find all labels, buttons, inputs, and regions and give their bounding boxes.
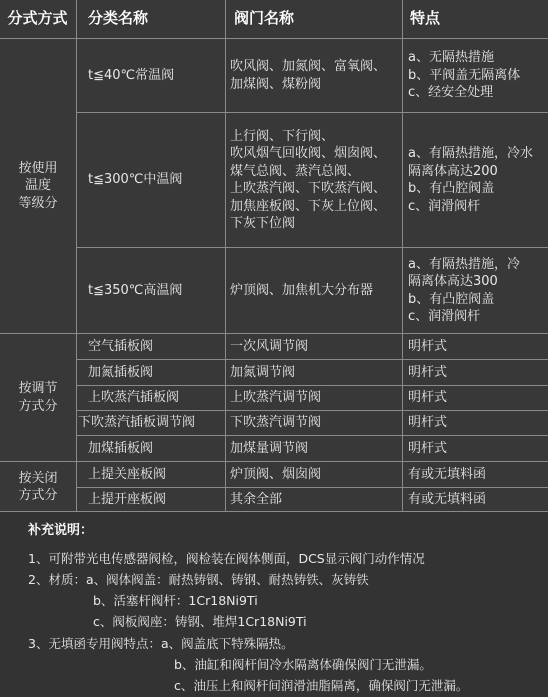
feature-line: b、有凸腔阀盖 — [408, 291, 495, 307]
adjust-row-valve: 加煤量调节阀 — [230, 440, 309, 456]
class-name-normal-temp: t≦40℃常温阀 — [88, 67, 175, 83]
valve-name-line: 吹风阀、加氮阀、富氧阀、 — [230, 59, 387, 74]
valve-name-line: 上吹蒸汽阀、下吹蒸汽阀、 — [230, 181, 387, 196]
feature-line: a、有隔热措施，冷 — [408, 256, 520, 272]
supplementary-notes — [0, 512, 548, 697]
feature-line: c、润滑阀杆 — [408, 309, 481, 324]
temp-group-label-line: 按使用 — [18, 160, 58, 176]
adjust-row-name: 空气插板阀 — [88, 338, 154, 354]
note-line: 1、可附带光电传感器阀检，阀检装在阀体侧面，DCS显示阀门动作情况 — [28, 551, 425, 566]
adjust-row-name: 上吹蒸汽插板阀 — [88, 390, 180, 406]
valve-name-line: 加焦座板阀、下灰上位阀、 — [230, 198, 387, 214]
grid-line — [76, 410, 548, 411]
grid-line — [0, 38, 548, 39]
grid-line — [76, 247, 548, 248]
adjust-row-valve: 下吹蒸汽调节阀 — [230, 415, 322, 431]
adjust-group-label-line: 方式分 — [18, 398, 58, 414]
close-group-label — [0, 462, 76, 512]
valve-names-high-temp — [230, 248, 402, 333]
features-high-temp — [408, 248, 548, 333]
valve-name-line: 吹风烟气回收阀、烟囱阀、 — [230, 146, 387, 161]
valve-name-line: 下灰下位阀 — [230, 216, 296, 231]
adjust-row-valve: 上吹蒸汽调节阀 — [230, 390, 322, 406]
grid-line — [76, 359, 548, 360]
features-medium-temp — [408, 113, 548, 247]
grid-line — [225, 0, 226, 512]
close-group-label-line: 按关闭 — [18, 470, 58, 486]
grid-line — [76, 487, 548, 488]
adjust-row-feature: 明杆式 — [408, 415, 448, 431]
adjust-row-name: 下吹蒸汽插板调节阀 — [78, 415, 196, 431]
grid-line — [76, 112, 548, 113]
close-row-valve: 炉顶阀、烟囱阀 — [230, 466, 322, 482]
feature-line: 隔离体高达300 — [408, 274, 498, 289]
feature-line: a、有隔热措施，冷水 — [408, 146, 533, 161]
notes-title: 补充说明： — [28, 523, 94, 538]
valve-name-line: 煤气总阀、蒸汽总阀、 — [230, 163, 361, 179]
grid-line — [0, 461, 548, 462]
features-normal-temp — [408, 39, 548, 112]
adjust-row-valve: 加氮调节阀 — [230, 364, 296, 380]
valve-name-line: 加煤阀、煤粉阀 — [230, 76, 322, 92]
adjust-group-label — [0, 334, 76, 461]
header-col2: 分类名称 — [88, 9, 149, 28]
grid-line — [0, 333, 548, 334]
adjust-row-feature: 明杆式 — [408, 364, 448, 380]
valve-name-line: 炉顶阀、加焦机大分布器 — [230, 282, 374, 298]
valve-names-normal-temp — [230, 39, 402, 112]
feature-line: 隔离体高达200 — [408, 163, 498, 179]
adjust-row-feature: 明杆式 — [408, 440, 448, 456]
close-row-name: 上提开座板阀 — [88, 492, 167, 508]
note-line: b、活塞杆阀杆：1Cr18Ni9Ti — [93, 593, 258, 608]
valve-name-line: 上行阀、下行阀、 — [230, 128, 335, 144]
close-row-valve: 其余全部 — [230, 492, 283, 508]
note-line: c、阀板阀座：铸钢、堆焊1Cr18Ni9Ti — [93, 614, 307, 629]
grid-line — [76, 0, 77, 512]
temp-group-label-line: 等级分 — [18, 195, 58, 211]
close-row-name: 上提关座板阀 — [88, 466, 167, 482]
header-col3: 阀门名称 — [234, 9, 295, 28]
close-row-feature: 有或无填料函 — [408, 492, 487, 508]
class-name-medium-temp: t≦300℃中温阀 — [88, 172, 183, 188]
header-col1: 分式方式 — [7, 9, 68, 28]
note-line: 2、材质：a、阀体阀盖：耐热铸钢、铸钢、耐热铸铁、灰铸铁 — [28, 572, 369, 587]
temp-group-label-line: 温度 — [24, 178, 51, 194]
grid-line — [76, 385, 548, 386]
valve-names-medium-temp — [230, 113, 402, 247]
feature-line: b、平阀盖无隔离体 — [408, 67, 521, 83]
note-line: b、油缸和阀杆间冷水隔离体确保阀门无泄漏。 — [174, 657, 432, 672]
grid-line — [402, 0, 403, 512]
adjust-row-name: 加煤插板阀 — [88, 440, 154, 456]
class-name-high-temp: t≦350℃高温阀 — [88, 282, 183, 298]
note-line: c、油压上和阀杆间润滑油脂隔离，确保阀门无泄漏。 — [174, 678, 469, 693]
adjust-row-feature: 明杆式 — [408, 338, 448, 354]
header-col4: 特点 — [410, 9, 441, 28]
note-line: 3、无填函专用阀特点：a、阀盖底下特殊隔热。 — [28, 636, 294, 651]
feature-line: c、经安全处理 — [408, 85, 494, 101]
adjust-row-valve: 一次风调节阀 — [230, 338, 309, 354]
grid-line — [76, 435, 548, 436]
close-group-label-line: 方式分 — [18, 488, 58, 503]
adjust-row-name: 加氮插板阀 — [88, 364, 154, 380]
feature-line: b、有凸腔阀盖 — [408, 181, 495, 196]
adjust-group-label-line: 按调节 — [18, 381, 58, 396]
close-row-feature: 有或无填料函 — [408, 466, 487, 482]
temp-group-label — [0, 39, 76, 333]
feature-line: a、无隔热措施 — [408, 50, 494, 66]
adjust-row-feature: 明杆式 — [408, 390, 448, 406]
feature-line: c、润滑阀杆 — [408, 198, 481, 214]
